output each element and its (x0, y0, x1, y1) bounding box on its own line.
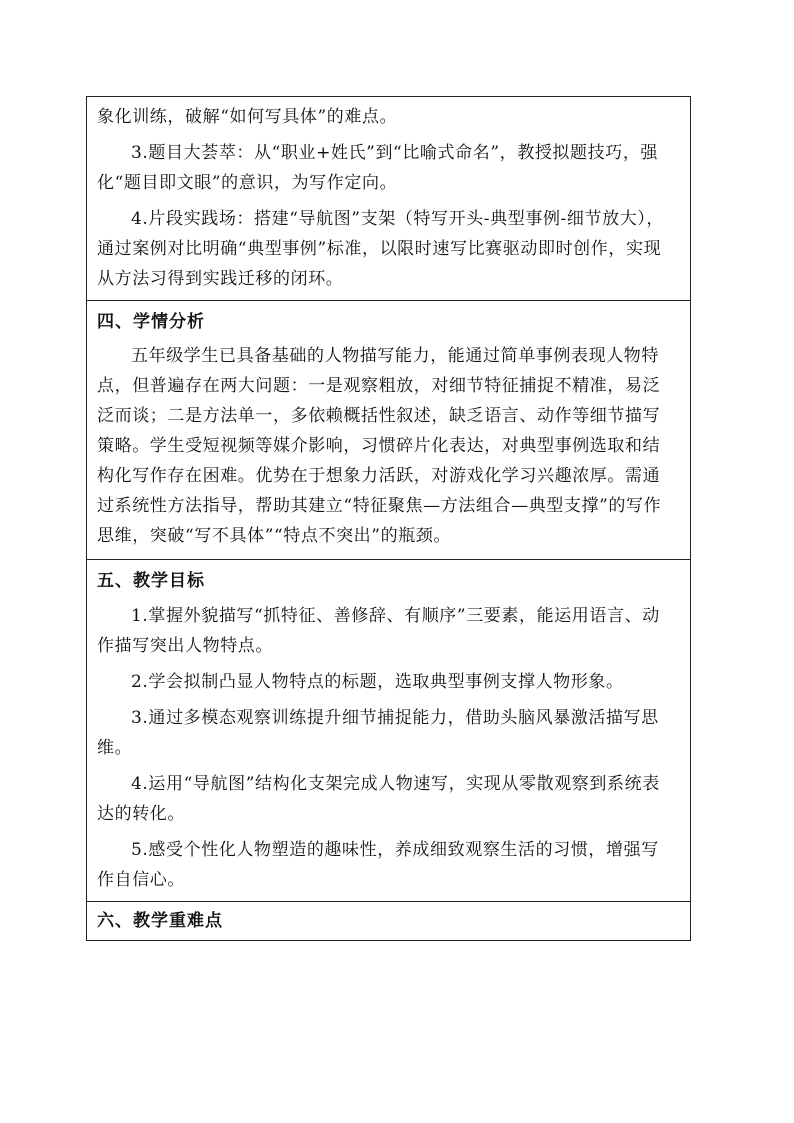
objective-item-4: 4.运用“导航图”结构化支架完成人物速写，实现从零散观察到系统表达的转化。 (97, 774, 660, 824)
section-6-cell (87, 901, 690, 940)
section-3-paragraph-end: 象化训练，破解“如何写具体”的难点。 (97, 107, 398, 127)
section-5-cell (87, 559, 690, 901)
objective-item-5: 5.感受个性化人物塑造的趣味性，养成细致观察生活的习惯，增强写作自信心。 (97, 840, 659, 890)
section-4-body: 五年级学生已具备基础的人物描写能力，能通过简单事例表现人物特点，但普遍存在两大问题：一是观察粗放，对细节特征捕捉不精准，易泛泛而谈；二是方法单一，多依赖概括性叙述，缺乏语言、动作等细节描写策略。学生受短视频等媒介影响，习惯碎片化表达，对典型事例选取和结构化写作存在困难。优势在于想象力活跃，对游戏化学习兴趣浓厚。需通过系统性方法指导，帮助其建立“特征聚焦—方法组合—典型支撑”的写作思维，突破“写不具体”“特点不突出”的瓶颈。 (97, 346, 662, 546)
section-4-heading: 四、学情分析 (97, 312, 205, 332)
section-3-item-4: 4.片段实践场：搭建“导航图”支架（特写开头-典型事例-细节放大），通过案例对比明确“典型事例”标准，以限时速写比赛驱动即时创作，实现从方法习得到实践迁移的闭环。 (97, 209, 664, 289)
objective-item-3: 3.通过多模态观察训练提升细节捕捉能力，借助头脑风暴激活描写思维。 (97, 708, 659, 758)
lesson-plan-table (86, 96, 691, 941)
section-3-item-3: 3.题目大荟萃：从“职业+姓氏”到“比喻式命名”，教授拟题技巧，强化“题目即文眼”的意识，为写作定向。 (97, 143, 659, 193)
objective-item-2: 2.学会拟制凸显人物特点的标题，选取典型事例支撑人物形象。 (131, 672, 624, 692)
section-5-heading: 五、教学目标 (97, 571, 205, 591)
section-4-cell (87, 300, 690, 559)
section-3-continued-cell (87, 97, 690, 300)
section-6-heading: 六、教学重难点 (97, 911, 223, 931)
objective-item-1: 1.掌握外貌描写“抓特征、善修辞、有顺序”三要素，能运用语言、动作描写突出人物特点。 (97, 606, 660, 656)
